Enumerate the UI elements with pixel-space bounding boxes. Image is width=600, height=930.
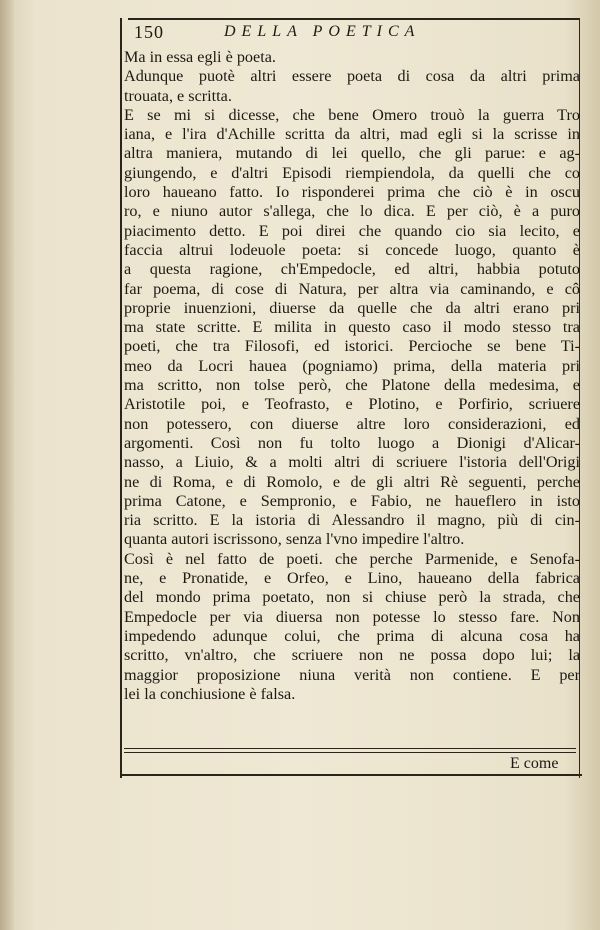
catchword: E come (510, 755, 559, 772)
text-line: ro, e niuno autor s'allega, che lo dica. E per ciò, è a puro (124, 202, 580, 221)
text-line: proprie inuenzioni, diuerse da quelle che da altri erano pri (124, 298, 580, 317)
text-line: giungendo, e d'altri Episodi riempiendola, da quelli che co (124, 163, 580, 182)
text-line: nasso, a Liuio, & a molti altri di scriuere l'istoria dell'Origi (124, 453, 580, 472)
text-line: a questa ragione, ch'Empedocle, ed altri, habbia potuto (124, 260, 580, 279)
text-line: piacimento detto. E poi direi che quando cio sia lecito, e (124, 221, 580, 240)
text-line: impedendo adunque colui, che prima di alcuna cosa ha (124, 626, 580, 645)
text-line: trouata, e scritta. (124, 86, 232, 105)
text-line: ma state scritte. E milita in questo caso il modo stesso tra (124, 318, 580, 337)
text-line: iana, e l'ira d'Achille scritta da altri, mad egli si la scrisse in (124, 125, 580, 144)
frame-bottom-rule (120, 774, 582, 776)
text-line: ne di Roma, e di Romolo, e de gli altri Rè seguenti, perche (124, 472, 580, 491)
text-frame-left-rule (120, 18, 122, 778)
text-line: Adunque puotè altri essere poeta di cosa da altri prima (124, 67, 580, 86)
text-line: Ma in essa egli è poeta. (124, 48, 276, 66)
text-line: del mondo prima poetato, non si chiuse però la strada, che (124, 588, 580, 607)
text-line: prima Catone, e Sempronio, e Fabio, ne haueflero in isto (124, 491, 580, 510)
text-line: maggior proposizione niuna verità non contiene. E per (124, 665, 580, 684)
footer-rule-lower (124, 752, 576, 753)
body-text (124, 48, 580, 704)
text-line: ma scritto, non tolse però, che Platone della medesima, e (124, 376, 580, 395)
running-head: DELLA POETICA (224, 23, 421, 40)
text-line: far poema, di cose di Natura, per altra via caminando, e cô (124, 279, 580, 298)
text-line: E se mi si dicesse, che bene Omero trouò la guerra Tro (124, 105, 580, 124)
text-line: ne, e Pronatide, e Orfeo, e Lino, haueano della fabrica (124, 569, 580, 588)
page-number: 150 (134, 22, 164, 42)
text-line: Aristotile poi, e Teofrasto, e Plotino, e Porfirio, scriuere (124, 395, 580, 414)
text-line: argomenti. Così non fu tolto luogo a Dionigi d'Alicar- (124, 433, 580, 452)
text-line: loro haueano fatto. Io risponderei prima che ciò è in oscu (124, 183, 580, 202)
text-line: Empedocle per via diuersa non potesse lo stesso fare. Non (124, 607, 580, 626)
text-line: non potessero, con diuerse altre loro considerazioni, ed (124, 414, 580, 433)
text-line: altra maniera, mutando di lei quello, che gli parue: e ag- (124, 144, 580, 163)
text-line: meo da Locri hauea (pogniamo) prima, della materia pri (124, 356, 580, 375)
text-line: lei la conchiusione è falsa. (124, 684, 296, 703)
text-line: quanta autori iscrissono, senza l'vno impedire l'altro. (124, 530, 465, 549)
text-line: Così è nel fatto de poeti. che perche Parmenide, e Senofa- (124, 549, 580, 568)
text-line: faccia altrui lodeuole poeta: si concede luogo, quanto è (124, 240, 580, 259)
footer-rule-upper (124, 748, 576, 749)
text-line: scritto, vn'altro, che scriuere non ne possa dopo lui; la (124, 646, 580, 665)
text-line: ria scritto. E la istoria di Alessandro il magno, più di cin- (124, 511, 580, 530)
page-header (128, 18, 578, 44)
page-binding-edge (0, 0, 14, 930)
text-line: poeti, che tra Filosofi, ed istorici. Percioche se bene Ti- (124, 337, 580, 356)
